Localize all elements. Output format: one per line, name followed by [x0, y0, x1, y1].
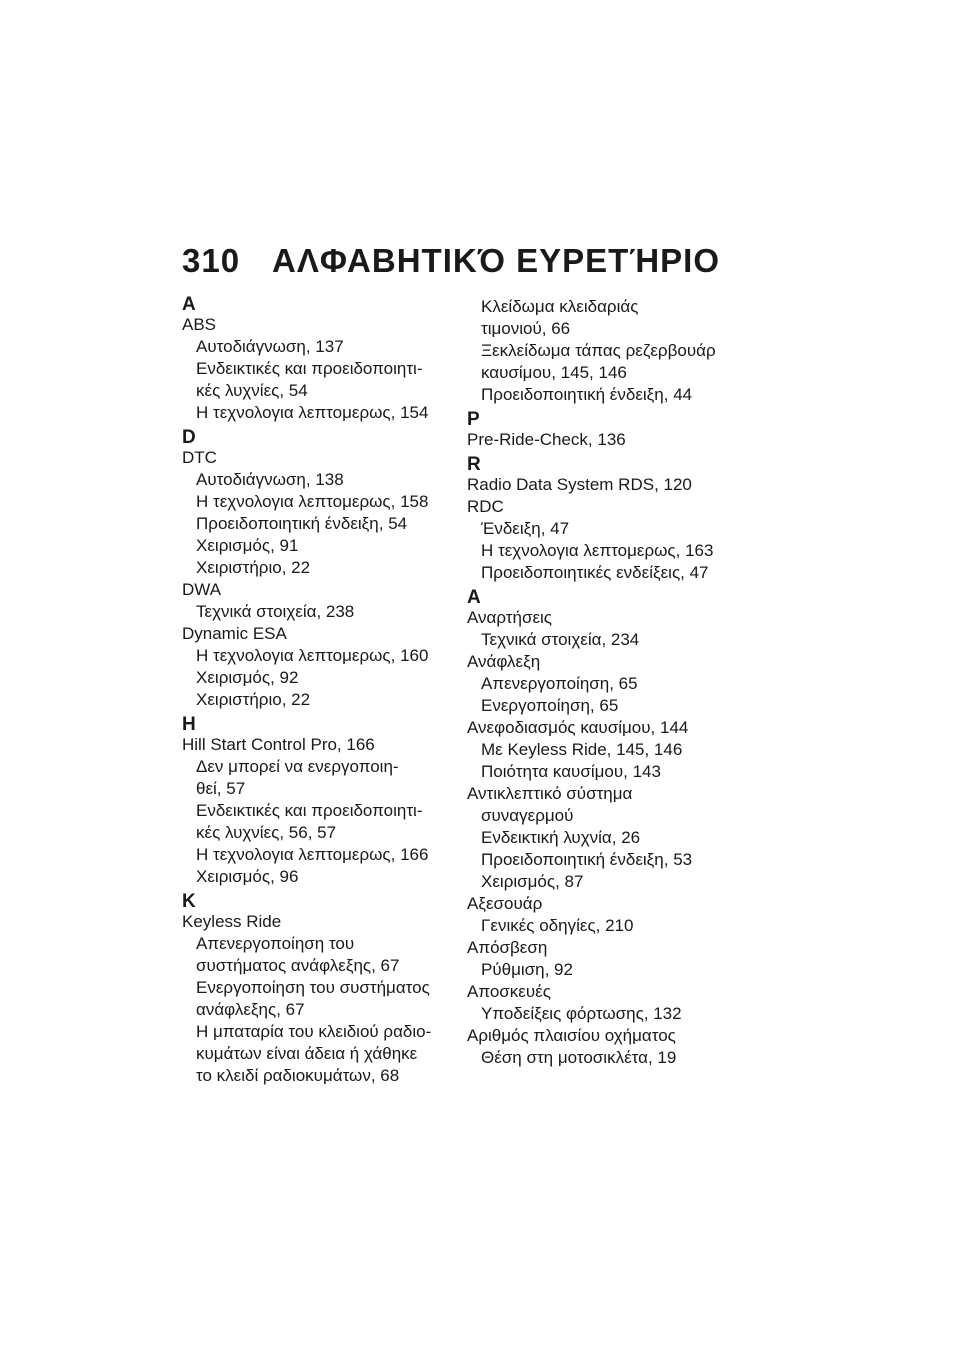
index-entry: Αξεσουάρ	[467, 894, 543, 913]
index-subentry: συναγερμού	[481, 806, 574, 825]
index-subentry: τιμονιού, 66	[481, 319, 571, 338]
index-subentry: το κλειδί ραδιοκυμάτων, 68	[196, 1066, 400, 1085]
index-entry: Ανάφλεξη	[467, 652, 541, 671]
index-subentry: Ένδειξη, 47	[481, 519, 570, 538]
index-subentry: Χειρισμός, 91	[196, 536, 299, 555]
index-entry: Pre-Ride-Check, 136	[467, 430, 626, 449]
index-column-right	[467, 296, 742, 1069]
section-letter: R	[467, 454, 481, 475]
index-entry: RDC	[467, 497, 504, 516]
index-entry: DTC	[182, 448, 217, 467]
index-subentry: Απενεργοποίηση του	[196, 934, 355, 953]
index-entry: Αντικλεπτικό σύστημα	[467, 784, 633, 803]
index-subentry: Προειδοποιητική ένδειξη, 44	[481, 385, 693, 404]
index-subentry: Ενεργοποίηση του συστήματος	[196, 978, 430, 997]
index-entry: ABS	[182, 315, 217, 334]
section-letter: Α	[467, 587, 481, 608]
index-subentry: Η τεχνολογια λεπτομερως, 166	[196, 845, 429, 864]
index-subentry: Θέση στη μοτοσικλέτα, 19	[481, 1048, 677, 1067]
index-entry: Ανεφοδιασμός καυσίμου, 144	[467, 718, 689, 737]
index-subentry: Τεχνικά στοιχεία, 234	[481, 630, 640, 649]
index-subentry: κές λυχνίες, 54	[196, 381, 308, 400]
index-subentry: Ρύθμιση, 92	[481, 960, 573, 979]
section-letter: A	[182, 294, 196, 315]
index-subentry: Υποδείξεις φόρτωσης, 132	[481, 1004, 682, 1023]
index-subentry: Η τεχνολογια λεπτομερως, 163	[481, 541, 714, 560]
index-subentry: Χειριστήριο, 22	[196, 558, 311, 577]
index-entry: Αποσκευές	[467, 982, 551, 1001]
index-subentry: Ποιότητα καυσίμου, 143	[481, 762, 661, 781]
section-letter: H	[182, 714, 196, 735]
index-subentry: Αυτοδιάγνωση, 137	[196, 337, 344, 356]
index-subentry: Προειδοποιητική ένδειξη, 54	[196, 514, 408, 533]
index-section	[467, 411, 742, 451]
index-entry: DWA	[182, 580, 222, 599]
index-entry: Radio Data System RDS, 120	[467, 475, 692, 494]
index-subentry: Κλείδωμα κλειδαριάς	[481, 297, 639, 316]
index-section	[182, 893, 457, 1087]
index-subentry: Ενεργοποίηση, 65	[481, 696, 619, 715]
section-letter: P	[467, 409, 480, 430]
index-section	[467, 296, 742, 406]
index-entry: Hill Start Control Pro, 166	[182, 735, 375, 754]
index-entry: Dynamic ESA	[182, 624, 287, 643]
index-column-left	[182, 296, 457, 1087]
index-subentry: Ξεκλείδωμα τάπας ρεζερβουάρ	[481, 341, 716, 360]
page-header	[182, 242, 720, 280]
index-subentry: Τεχνικά στοιχεία, 238	[196, 602, 355, 621]
index-subentry: Γενικές οδηγίες, 210	[481, 916, 634, 935]
index-subentry: Χειρισμός, 87	[481, 872, 584, 891]
index-subentry: Με Keyless Ride, 145, 146	[481, 740, 683, 759]
index-subentry: Δεν μπορεί να ενεργοποιη-	[196, 757, 399, 776]
index-subentry: καυσίμου, 145, 146	[481, 363, 627, 382]
section-letter: K	[182, 891, 196, 912]
index-section	[467, 589, 742, 1069]
index-entry: Απόσβεση	[467, 938, 548, 957]
index-entry: Keyless Ride	[182, 912, 282, 931]
index-subentry: Η μπαταρία του κλειδιού ραδιο-	[196, 1022, 432, 1041]
index-subentry: Χειρισμός, 96	[196, 867, 299, 886]
index-section	[182, 429, 457, 711]
index-entry: Αριθμός πλαισίου οχήματος	[467, 1026, 676, 1045]
index-subentry: Χειρισμός, 92	[196, 668, 299, 687]
index-subentry: κές λυχνίες, 56, 57	[196, 823, 337, 842]
index-section	[182, 296, 457, 424]
index-subentry: Η τεχνολογια λεπτομερως, 158	[196, 492, 429, 511]
index-subentry: Η τεχνολογια λεπτομερως, 160	[196, 646, 429, 665]
page-title: ΑΛΦΑΒΗΤΙΚΌ ΕΥΡΕΤΉΡΙΟ	[272, 242, 721, 279]
index-subentry: Ενδεικτική λυχνία, 26	[481, 828, 641, 847]
index-subentry: Ενδεικτικές και προειδοποιητι-	[196, 359, 423, 378]
index-subentry: Αυτοδιάγνωση, 138	[196, 470, 344, 489]
index-subentry: ανάφλεξης, 67	[196, 1000, 305, 1019]
index-subentry: Προειδοποιητική ένδειξη, 53	[481, 850, 693, 869]
index-subentry: Χειριστήριο, 22	[196, 690, 311, 709]
index-section	[182, 716, 457, 888]
index-subentry: κυμάτων είναι άδεια ή χάθηκε	[196, 1044, 418, 1063]
page-number: 310	[182, 242, 241, 279]
index-section	[467, 456, 742, 584]
index-subentry: Η τεχνολογια λεπτομερως, 154	[196, 403, 429, 422]
index-subentry: Προειδοποιητικές ενδείξεις, 47	[481, 563, 709, 582]
index-entry: Αναρτήσεις	[467, 608, 552, 627]
index-subentry: συστήματος ανάφλεξης, 67	[196, 956, 400, 975]
section-letter: D	[182, 427, 196, 448]
index-subentry: Ενδεικτικές και προειδοποιητι-	[196, 801, 423, 820]
index-subentry: θεί, 57	[196, 779, 246, 798]
index-subentry: Απενεργοποίηση, 65	[481, 674, 638, 693]
